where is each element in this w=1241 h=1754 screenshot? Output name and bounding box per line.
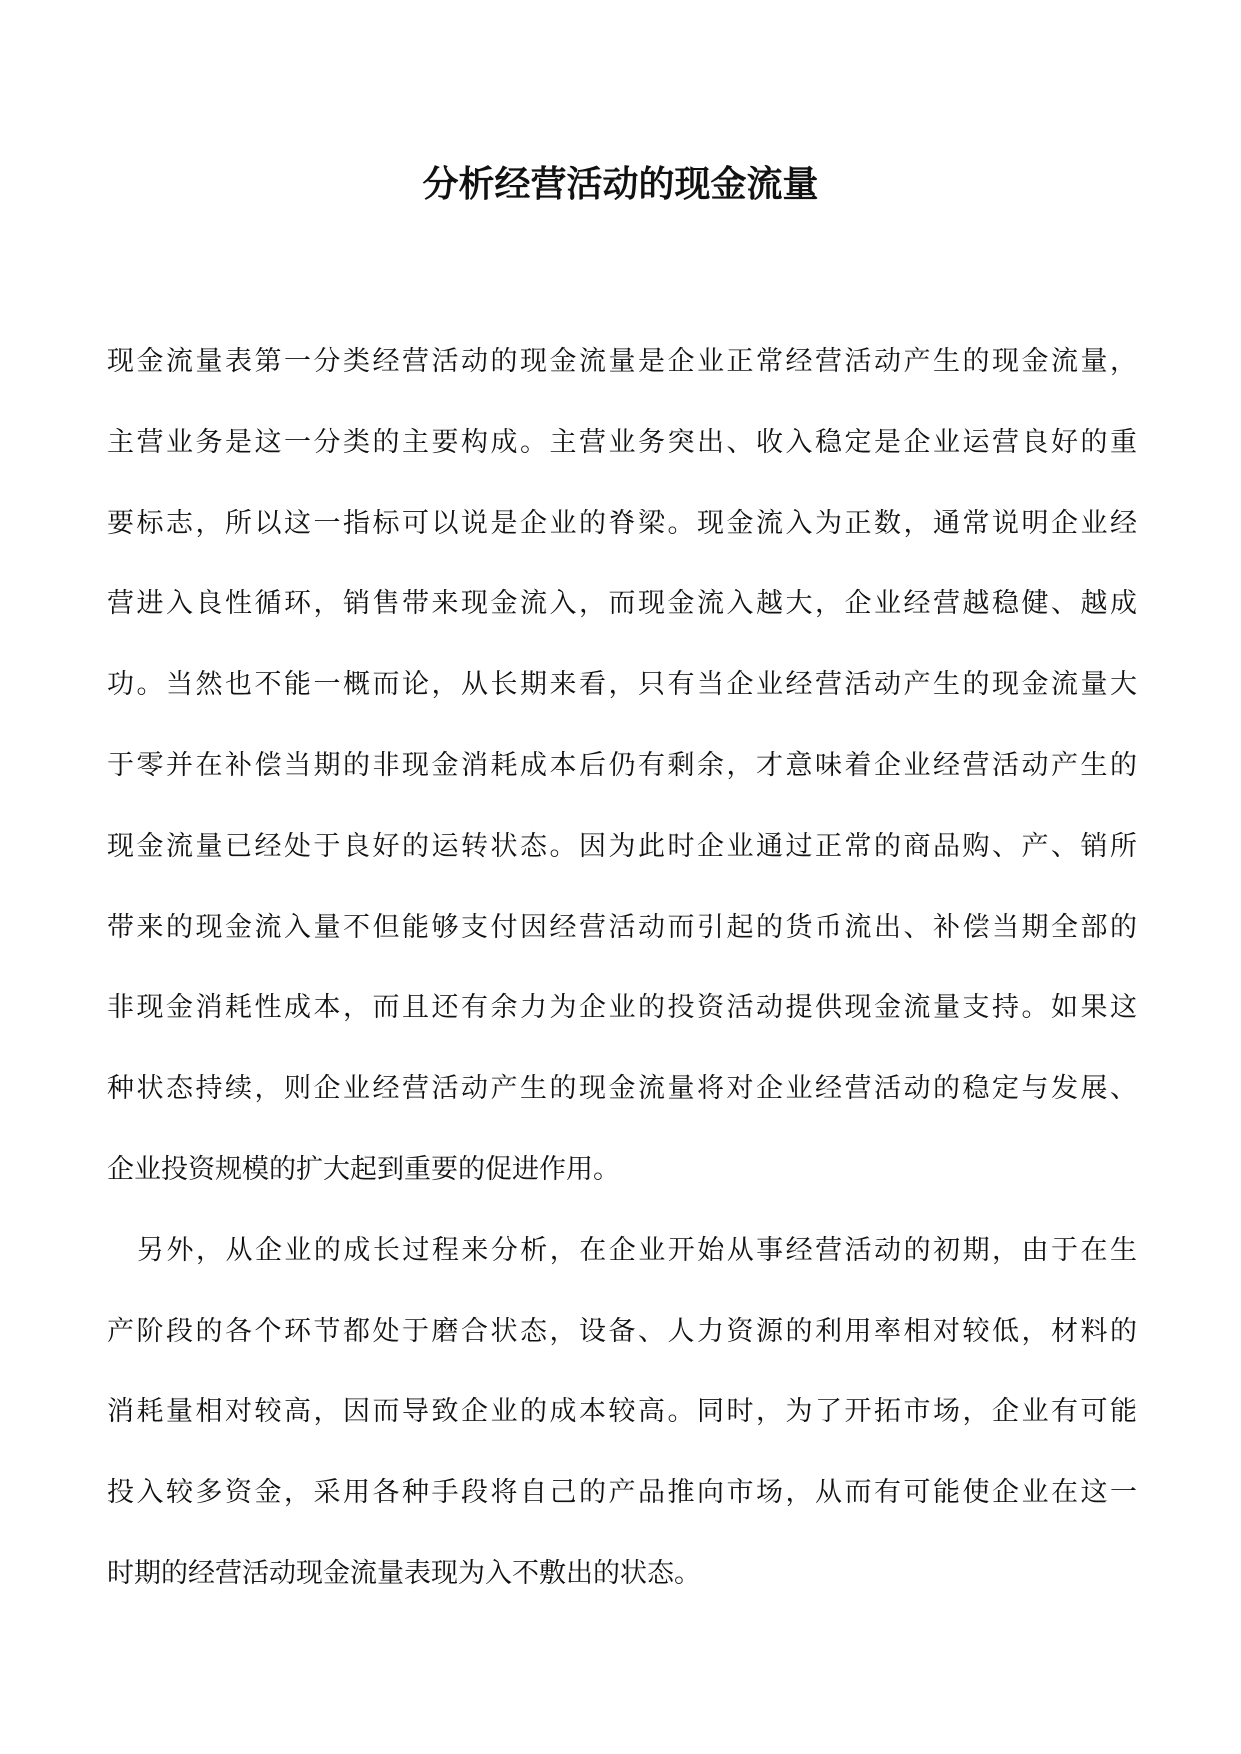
paragraph-line: 投入较多资金，采用各种手段将自己的产品推向市场，从而有可能使企业在这一	[107, 1477, 1137, 1509]
paragraph-line: 主营业务是这一分类的主要构成。主营业务突出、收入稳定是企业运营良好的重	[107, 426, 1137, 458]
paragraph-line: 现金流量已经处于良好的运转状态。因为此时企业通过正常的商品购、产、销所	[107, 830, 1137, 862]
paragraph-line: 于零并在补偿当期的非现金消耗成本后仍有剩余，才意味着企业经营活动产生的	[107, 749, 1137, 781]
paragraph-line: 非现金消耗性成本，而且还有余力为企业的投资活动提供现金流量支持。如果这	[107, 992, 1137, 1024]
paragraph-1	[107, 342, 1137, 1231]
paragraph-line: 企业投资规模的扩大起到重要的促进作用。	[107, 1153, 620, 1185]
paragraph-2	[107, 1231, 1137, 1635]
paragraph-line: 产阶段的各个环节都处于磨合状态，设备、人力资源的利用率相对较低，材料的	[107, 1315, 1137, 1347]
document-body	[107, 342, 1137, 1635]
paragraph-line: 现金流量表第一分类经营活动的现金流量是企业正常经营活动产生的现金流量，	[107, 346, 1137, 377]
paragraph-line: 要标志，所以这一指标可以说是企业的脊梁。现金流入为正数，通常说明企业经	[107, 507, 1137, 539]
paragraph-line: 消耗量相对较高，因而导致企业的成本较高。同时，为了开拓市场，企业有可能	[107, 1396, 1137, 1428]
document-title: 分析经营活动的现金流量	[422, 163, 819, 205]
paragraph-line: 另外，从企业的成长过程来分析，在企业开始从事经营活动的初期，由于在生	[137, 1234, 1137, 1266]
paragraph-line: 营进入良性循环，销售带来现金流入，而现金流入越大，企业经营越稳健、越成	[107, 588, 1137, 620]
paragraph-line: 时期的经营活动现金流量表现为入不敷出的状态。	[107, 1557, 701, 1589]
paragraph-line: 种状态持续，则企业经营活动产生的现金流量将对企业经营活动的稳定与发展、	[107, 1073, 1137, 1105]
paragraph-line: 功。当然也不能一概而论，从长期来看，只有当企业经营活动产生的现金流量大	[107, 669, 1137, 701]
paragraph-line: 带来的现金流入量不但能够支付因经营活动而引起的货币流出、补偿当期全部的	[107, 911, 1137, 943]
